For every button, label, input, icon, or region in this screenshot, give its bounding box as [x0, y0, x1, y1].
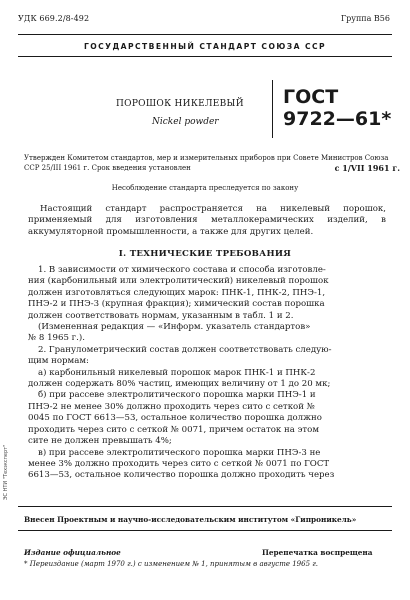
body-line: в) при рассеве электролитического порошка марки ПНЭ-3 не [38, 447, 321, 458]
intro-paragraph: Настоящий стандарт распространяется на никелевый порошок, применяемый для изготовления металлокерамических изделий, в аккумуляторной промышленности, а также для других целей. [28, 204, 386, 237]
side-stamp: ЭС НТИ "Техэксперт" [3, 444, 9, 500]
udk-code: УДК 669.2/8-492 [18, 14, 90, 23]
body-line: щим нормам: [28, 356, 89, 367]
section-title-technical-requirements: I. ТЕХНИЧЕСКИЕ ТРЕБОВАНИЯ [118, 249, 292, 259]
body-line: (Измененная редакция — «Информ. указатель стандартов» [38, 322, 311, 333]
group-code: Группа В56 [340, 14, 390, 23]
body-line: № 8 1965 г.). [28, 333, 85, 344]
title-russian: ПОРОШОК НИКЕЛЕВЫЙ [116, 99, 244, 109]
body-line: 6613—53, остальное количество порошка должно проходить через [28, 470, 335, 481]
official-edition-label: Издание официальное [24, 548, 121, 557]
header-rule-top [18, 34, 392, 35]
title-english: Nickel powder [152, 117, 219, 127]
approval-text: Утвержден Комитетом стандартов, мер и измерительных приборов при Совете Министров Союза ССР 25/III 1961 г. Срок введения установлен [24, 154, 389, 172]
gost-number: 9722—61* [283, 108, 392, 130]
body-line: 1. В зависимости от химического состава и способа изготовле- [38, 265, 326, 275]
body-line: 0045 по ГОСТ 6613—53, остальное количество порошка должно [28, 413, 322, 424]
body-line: проходить через сито с сеткой № 0071, причем остаток на этом [28, 424, 320, 435]
body-line: а) карбонильный никелевый порошок марок ПНК-1 и ПНК-2 [38, 367, 316, 378]
header-rule-bottom [18, 56, 392, 57]
body-text [28, 265, 386, 482]
reprint-forbidden-label: Перепечатка воспрещена [262, 548, 373, 557]
gost-label: ГОСТ [283, 86, 339, 108]
developer-note: Внесен Проектным и научно-исследовательским институтом «Гипроникель» [24, 515, 357, 524]
approval-statement [24, 153, 400, 173]
footer-rule-bottom [18, 530, 392, 531]
body-line: должен соответствовать нормам, указанным в табл. 1 и 2. [28, 310, 294, 321]
title-divider [272, 80, 273, 138]
noncompliance-notice: Несоблюдение стандарта преследуется по закону [111, 184, 299, 192]
body-line: должен содержать 80% частиц, имеющих величину от 1 до 20 мк; [28, 379, 331, 390]
body-line: 2. Гранулометрический состав должен соответствовать следую- [38, 344, 332, 355]
intro-date: с 1/VII 1961 г. [334, 163, 400, 173]
body-line: сите не должен превышать 4%; [28, 436, 172, 447]
body-line: ПНЭ-2 не менее 30% должно проходить через сито с сеткой № [28, 401, 315, 412]
footer-rule-top [18, 506, 392, 507]
body-line: б) при рассеве электролитического порошка марки ПНЭ-1 и [38, 390, 316, 401]
state-standard-banner: ГОСУДАРСТВЕННЫЙ СТАНДАРТ СОЮЗА ССР [83, 42, 327, 51]
reissue-footnote: * Переиздание (март 1970 г.) с изменением № 1, принятым в августе 1965 г. [24, 560, 319, 568]
body-line: должен изготовляться следующих марок: ПНК-1, ПНК-2, ПНЭ-1, [28, 287, 326, 298]
body-line: менее 3% должно проходить через сито с сеткой № 0071 по ГОСТ [28, 458, 330, 469]
body-line: ния (карбонильный или электролитический) никелевый порошок [28, 276, 329, 287]
body-line: ПНЭ-2 и ПНЭ-3 (крупная фракция); химический состав порошка [28, 299, 325, 310]
